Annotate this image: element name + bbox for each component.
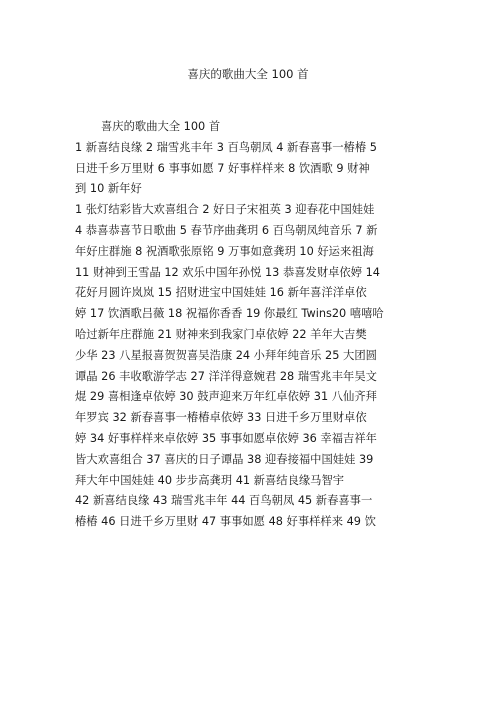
text-line: 11 财神到王雪晶 12 欢乐中国年孙悦 13 恭喜发财卓依婷 14	[75, 265, 380, 279]
text-line: 拜大年中国娃娃 40 步步高龚玥 41 新喜结良缘马智宇	[75, 473, 345, 487]
document-body	[75, 117, 425, 533]
text-line: 少华 23 八星报喜贺贺喜吴浩康 24 小拜年纯音乐 25 大团圆	[75, 348, 377, 362]
text-line: 年好庄群施 8 祝酒歌张原铭 9 万事如意龚玥 10 好运来祖海	[75, 244, 374, 258]
text-line: 1 张灯结彩皆大欢喜组合 2 好日子宋祖英 3 迎春花中国娃娃	[75, 203, 375, 217]
text-line: 皆大欢喜组合 37 喜庆的日子谭晶 38 迎春接福中国娃娃 39	[75, 452, 374, 466]
document-title: 喜庆的歌曲大全 100 首	[187, 67, 309, 81]
text-line: 婷 34 好事样样来卓依婷 35 事事如愿卓依婷 36 幸福吉祥年	[75, 431, 377, 445]
text-line: 年罗宾 32 新春喜事一椿椿卓依婷 33 日进千乡万里财卓依	[75, 411, 367, 425]
section-heading: 喜庆的歌曲大全 100 首	[101, 120, 221, 133]
text-line: 4 恭喜恭喜节日歌曲 5 春节序曲龚玥 6 百鸟朝凤纯音乐 7 新	[75, 223, 378, 237]
text-line: 哈过新年庄群施 21 财神来到我家门卓依婷 22 羊年大吉樊	[75, 327, 367, 341]
text-line: 日进千乡万里财 6 事事如愿 7 好事样样来 8 饮酒歌 9 财神	[75, 161, 370, 175]
text-line: 42 新喜结良缘 43 瑞雪兆丰年 44 百鸟朝凤 45 新春喜事一	[75, 494, 373, 508]
text-line: 焜 29 喜相逢卓依婷 30 鼓声迎来万年红卓依婷 31 八仙齐拜	[75, 390, 377, 404]
text-line: 椿椿 46 日进千乡万里财 47 事事如愿 48 好事样样来 49 饮	[75, 515, 376, 529]
text-line: 婷 17 饮酒歌吕薇 18 祝福你香香 19 你最红 Twins20 嘻嘻哈	[75, 307, 384, 321]
text-line: 花好月圆许岚岚 15 招财进宝中国娃娃 16 新年喜洋洋卓依	[75, 286, 367, 300]
text-line: 到 10 新年好	[75, 182, 142, 196]
text-line: 谭晶 26 丰收歌游学志 27 洋洋得意婉君 28 瑞雪兆丰年吴文	[75, 369, 377, 383]
text-line: 1 新喜结良缘 2 瑞雪兆丰年 3 百鸟朝凤 4 新春喜事一椿椿 5	[75, 140, 377, 154]
